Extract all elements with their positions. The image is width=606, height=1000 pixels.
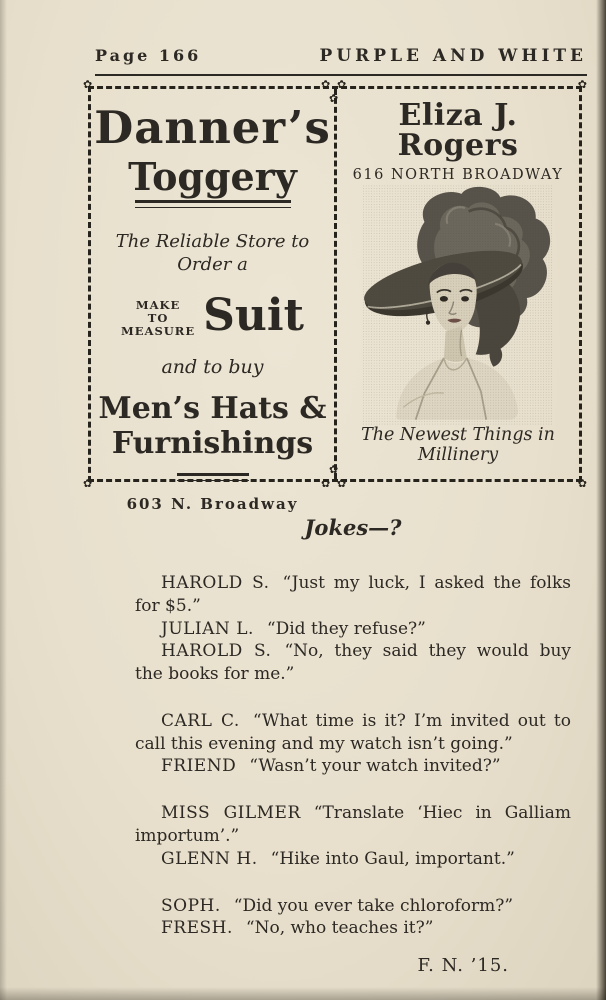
ad-danners-toggery bbox=[91, 89, 337, 514]
joke-quote: “Translate ‘Hiec in Galliam importum’.” bbox=[135, 803, 571, 847]
flower-ornament-icon: ✿ bbox=[577, 477, 587, 490]
joke-speaker: JULIAN L. bbox=[161, 618, 254, 639]
joke-speaker: HAROLD S. bbox=[161, 573, 270, 594]
joke-quote: “No, who teaches it?” bbox=[245, 918, 434, 939]
joke-speaker: HAROLD S. bbox=[161, 641, 272, 662]
joke-line bbox=[135, 572, 571, 618]
page-number-label: Page 166 bbox=[95, 46, 202, 65]
joke-line bbox=[135, 895, 571, 918]
make-to-measure-stack: MAKE TO MEASURE bbox=[121, 297, 196, 339]
joke-quote: “Did you ever take chloroform?” bbox=[233, 895, 514, 916]
flower-ornament-icon: ✿ bbox=[337, 477, 347, 490]
millinery-portrait-illustration bbox=[350, 185, 566, 425]
joke-speaker: CARL C. bbox=[161, 710, 240, 731]
jokes-section-title: Jokes—? bbox=[304, 515, 402, 540]
make-to-measure-suit bbox=[91, 289, 334, 341]
flower-ornament-icon: ✿ bbox=[83, 78, 93, 91]
joke-quote: “Did they refuse?” bbox=[266, 618, 426, 639]
joke-speaker: FRIEND bbox=[161, 756, 237, 777]
flower-ornament-icon: ✿ bbox=[329, 92, 339, 105]
jokes-section bbox=[135, 514, 571, 978]
flower-ornament-icon: ✿ bbox=[577, 78, 587, 91]
page-header bbox=[95, 46, 587, 76]
double-rule bbox=[135, 200, 291, 208]
flower-ornament-icon: ✿ bbox=[337, 78, 347, 91]
joke-line bbox=[135, 848, 571, 871]
danners-address: 603 N. Broadway bbox=[126, 495, 299, 514]
advertisement-frame bbox=[83, 78, 587, 514]
flower-ornament-icon: ✿ bbox=[83, 477, 93, 490]
joke-group bbox=[135, 710, 571, 778]
joke-speaker: SOPH. bbox=[161, 895, 221, 916]
double-rule bbox=[177, 473, 249, 481]
flower-ornament-icon: ✿ bbox=[321, 78, 331, 91]
joke-line bbox=[135, 802, 571, 848]
suit-word: Suit bbox=[203, 289, 304, 341]
danners-tagline: The Reliable Store to Order a bbox=[115, 231, 310, 276]
joke-group bbox=[135, 802, 571, 870]
joke-speaker: FRESH. bbox=[161, 918, 233, 939]
scan-edge-right bbox=[596, 0, 606, 1000]
joke-line bbox=[135, 618, 571, 641]
joke-quote: “Wasn’t your watch invited?” bbox=[249, 756, 501, 777]
joke-line bbox=[135, 917, 571, 940]
danners-merchandise: Men’s Hats & Furnishings bbox=[98, 391, 327, 461]
joke-quote: “Just my luck, I asked the folks for $5.” bbox=[135, 573, 571, 616]
rogers-address: 616 NORTH BROADWAY bbox=[352, 167, 564, 183]
danners-title-line2: Toggery bbox=[128, 154, 297, 199]
joke-quote: “What time is it? I’m invited out to call this evening and my watch isn’t going.” bbox=[135, 710, 571, 754]
jokes-signature: F. N. ’15. bbox=[417, 955, 509, 977]
scan-edge-bottom bbox=[0, 987, 606, 1000]
rogers-name: Eliza J. Rogers bbox=[397, 98, 519, 163]
joke-group bbox=[135, 895, 571, 941]
joke-line bbox=[135, 710, 571, 756]
ad-eliza-rogers bbox=[337, 89, 579, 479]
flower-ornament-icon: ✿ bbox=[329, 463, 339, 476]
flower-ornament-icon: ✿ bbox=[321, 477, 331, 490]
joke-speaker: MISS GILMER bbox=[161, 803, 301, 824]
joke-group bbox=[135, 572, 571, 686]
joke-quote: “No, they said they would buy the books for me.” bbox=[135, 641, 572, 685]
joke-quote: “Hike into Gaul, important.” bbox=[270, 848, 515, 869]
scan-edge-left bbox=[0, 0, 7, 1000]
joke-line bbox=[135, 755, 571, 778]
publication-title: PURPLE AND WHITE bbox=[319, 46, 587, 66]
and-to-buy-label: and to buy bbox=[161, 356, 264, 379]
rogers-tagline: The Newest Things in Millinery bbox=[361, 425, 555, 465]
joke-line bbox=[135, 640, 571, 686]
danners-title-line1: Danner’s bbox=[94, 101, 331, 154]
joke-speaker: GLENN H. bbox=[161, 848, 258, 869]
